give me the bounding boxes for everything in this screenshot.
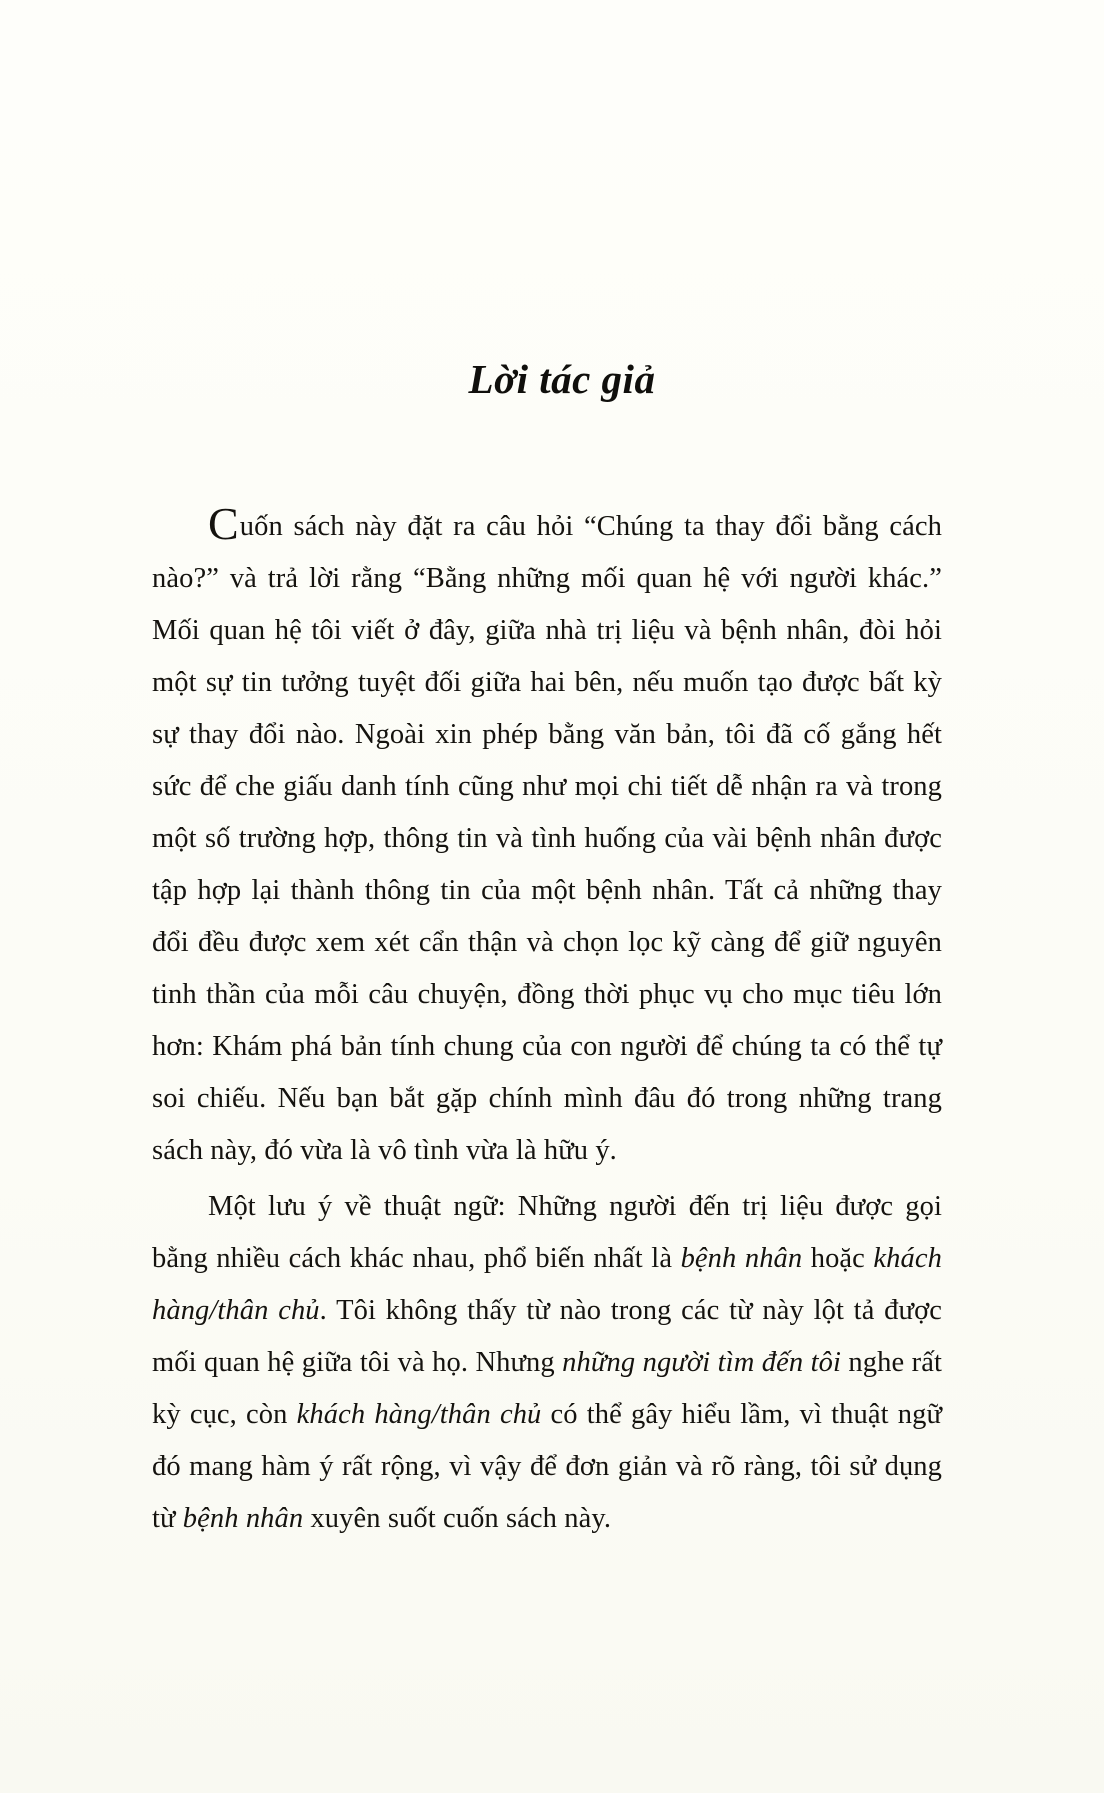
page-text-block [152, 0, 942, 1793]
text-run: xuyên suốt cuốn sách này. [303, 1503, 612, 1534]
text-run: hoặc [802, 1243, 874, 1274]
text-run: . Tôi không thấy từ nào trong các từ này lột tả được mối quan hệ giữa tôi và họ. Nhưng [152, 1295, 942, 1378]
page-title: Lời tác giả [468, 356, 656, 402]
emphasis-text: khách hàng/thân chủ [296, 1399, 542, 1430]
emphasis-text: khách hàng/thân chủ [152, 1243, 942, 1326]
drop-cap: C [208, 498, 239, 549]
emphasis-text: bệnh nhân [182, 1503, 304, 1534]
paragraph-1 [152, 498, 942, 1177]
paragraph-2 [152, 1181, 942, 1545]
text-run: Một lưu ý về thuật ngữ: Những người đến trị liệu được gọi bằng nhiều cách khác nhau, phổ biến nhất là [152, 1191, 942, 1274]
emphasis-text: những người tìm đến tôi [562, 1347, 842, 1378]
emphasis-text: bệnh nhân [680, 1243, 803, 1274]
text-run: có thể gây hiểu lầm, vì thuật ngữ đó mang hàm ý rất rộng, vì vậy để đơn giản và rõ ràng, tôi sử dụng từ [152, 1399, 942, 1534]
body-text [152, 403, 942, 1545]
text-run: uốn sách này đặt ra câu hỏi “Chúng ta thay đổi bằng cách nào?” và trả lời rằng “Bằng những mối quan hệ với người khác.” Mối quan hệ tôi viết ở đây, giữa nhà trị liệu và bệnh nhân, đòi hỏi một sự tin tưởng tuyệt đối giữa hai bên, nếu muốn tạo được bất kỳ sự thay đổi nào. Ngoài xin phép bằng văn bản, tôi đã cố gắng hết sức để che giấu danh tính cũng như mọi chi tiết dễ nhận ra và trong một số trường hợp, thông tin và tình huống của vài bệnh nhân được tập hợp lại thành thông tin của một bệnh nhân. Tất cả những thay đổi đều được xem xét cẩn thận và chọn lọc kỹ càng để giữ nguyên tinh thần của mỗi câu chuyện, đồng thời phục vụ cho mục tiêu lớn hơn: Khám phá bản tính chung của con người để chúng ta có thể tự soi chiếu. Nếu bạn bắt gặp chính mình đâu đó trong những trang sách này, đó vừa là vô tình vừa là hữu ý. [152, 511, 942, 1166]
text-run: nghe rất kỳ cục, còn [152, 1347, 942, 1430]
